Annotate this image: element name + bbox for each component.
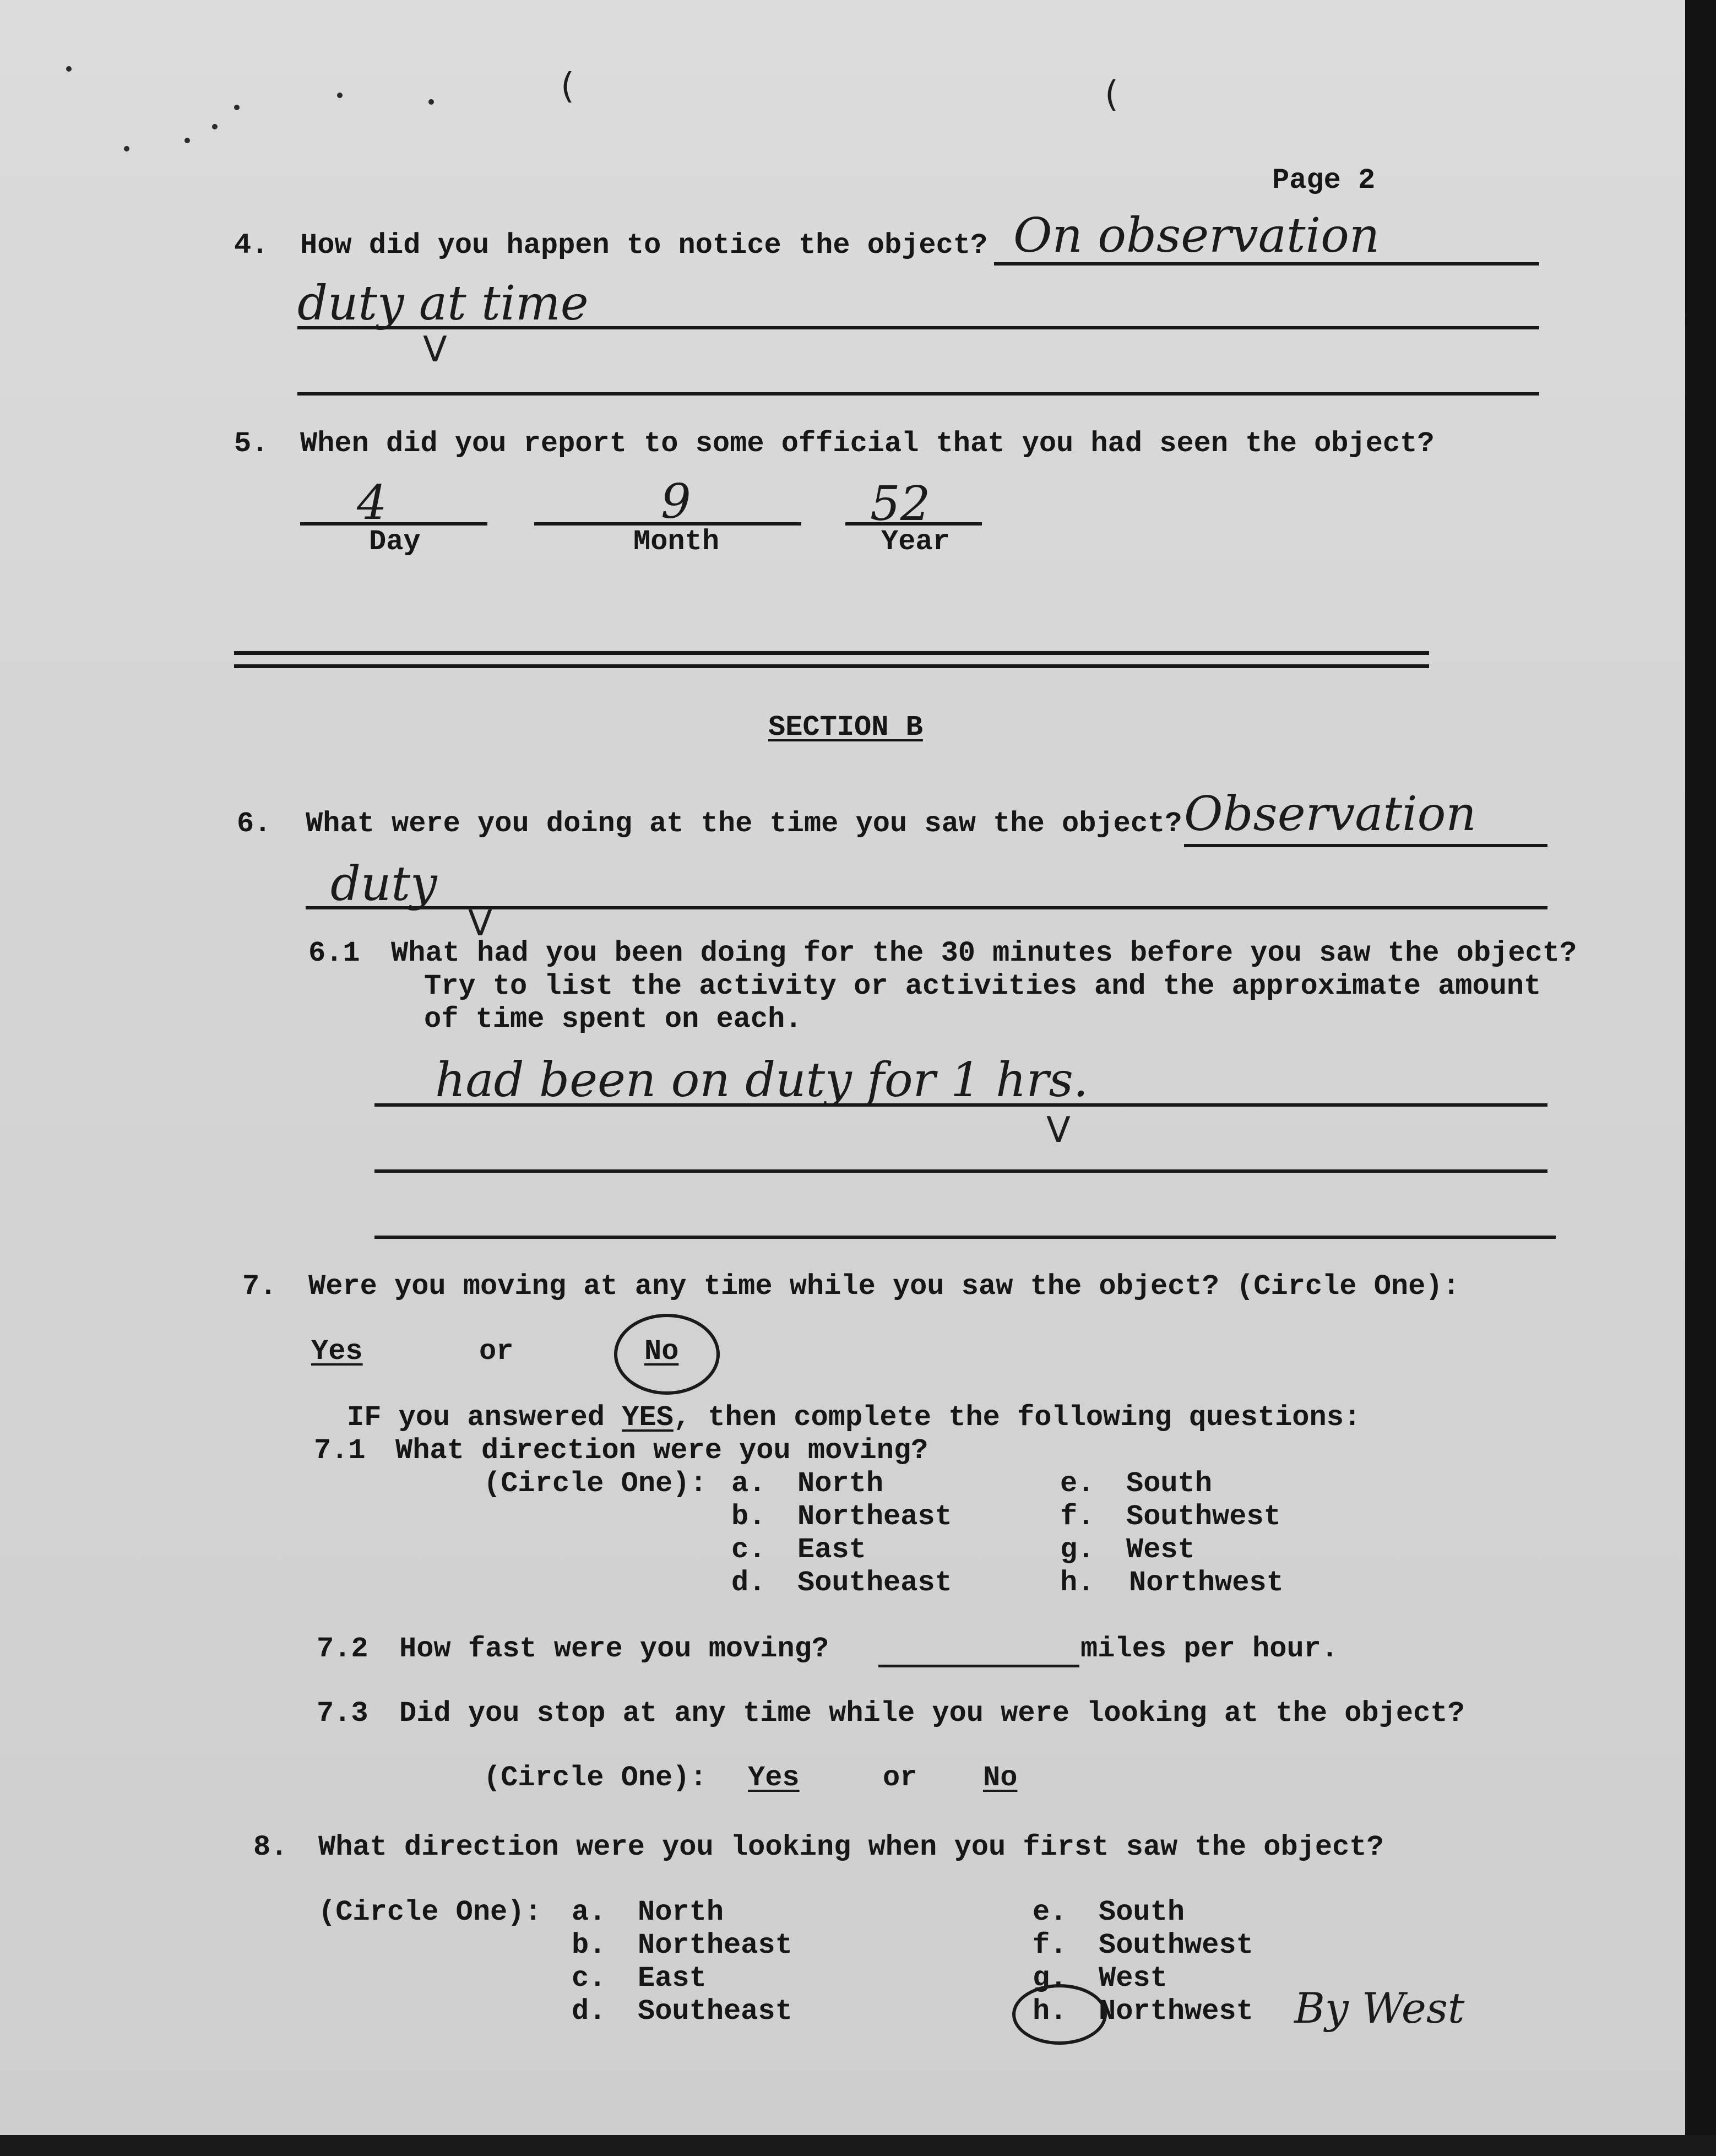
question-text: How did you happen to notice the object? [300,229,988,262]
option-northeast: Northeast [797,1500,952,1533]
option-east: East [797,1534,866,1566]
month-value: 9 [661,474,691,529]
speck [337,93,343,98]
handwritten-answer: On observation [1013,208,1380,263]
question-text: Did you stop at any time while you were looking at the object? [399,1697,1465,1730]
option-letter: c. [731,1534,766,1566]
punch-mark: ( [1105,74,1118,115]
option-letter: b. [731,1500,766,1533]
option-letter: g. [1060,1534,1095,1566]
option-letter: d. [572,1995,606,2028]
answer-line [374,1236,1556,1239]
section-divider [234,651,1429,655]
yes-option: Yes [311,1335,363,1368]
instruction-post: , then complete the following questions: [673,1401,1361,1434]
scan-border [0,2135,1716,2156]
month-label: Month [633,526,720,558]
circle-one-label: (Circle One): [484,1467,707,1500]
question-text: What direction were you moving? [395,1434,928,1467]
circle-one-label: (Circle One): [318,1896,542,1929]
answer-line [297,392,1539,396]
question-number: 6.1 [308,937,360,969]
question-number: 7.2 [317,1633,368,1665]
answer-line [374,1169,1547,1173]
question-text: What were you doing at the time you saw the object? [306,808,1182,840]
year-value: 52 [870,476,931,532]
option-letter: h. [1060,1567,1095,1599]
option-letter: g. [1033,1962,1067,1995]
or-label: or [479,1335,514,1368]
handwritten-answer: Observation [1184,787,1476,842]
speck [184,138,190,143]
question-text: What had you been doing for the 30 minutes before you saw the object? [391,937,1577,969]
speed-blank [878,1665,1079,1667]
option-east: East [638,1962,707,1995]
option-letter: f. [1033,1929,1067,1962]
year-label: Year [881,526,950,558]
question-text: Try to list the activity or activities and the approximate amount [424,970,1541,1003]
check-mark: V [423,329,447,370]
handwritten-answer: had been on duty for 1 hrs. [435,1053,1089,1108]
check-mark: V [1046,1110,1071,1151]
speck [124,146,129,151]
option-letter: a. [731,1467,766,1500]
answer-circle [1012,1984,1107,2045]
option-southwest: Southwest [1099,1929,1253,1962]
handwritten-answer: duty [330,857,437,912]
question-text: How fast were you moving? [399,1633,829,1665]
option-west: West [1126,1534,1195,1566]
option-south: South [1099,1896,1185,1929]
day-label: Day [369,526,421,558]
answer-line [374,1103,1547,1107]
option-letter: c. [572,1962,606,1995]
day-value: 4 [357,475,387,530]
speck [212,124,218,129]
option-south: South [1126,1467,1213,1500]
speck [66,66,72,72]
option-southwest: Southwest [1126,1500,1281,1533]
question-number: 4. [234,229,269,262]
handwritten-note: By West [1294,1984,1465,2033]
question-text: Were you moving at any time while you saw the object? (Circle One): [308,1270,1460,1303]
question-number: 7.3 [317,1697,368,1730]
option-north: North [638,1896,724,1929]
question-number: 5. [234,427,269,460]
option-northeast: Northeast [638,1929,792,1962]
answer-circle [614,1314,720,1395]
option-letter: d. [731,1567,766,1599]
no-option: No [644,1335,679,1368]
option-northwest: Northwest [1129,1567,1284,1599]
option-letter: e. [1060,1467,1095,1500]
question-text: What direction were you looking when you first saw the object? [318,1831,1384,1864]
scan-border [1685,0,1716,2156]
option-west: West [1099,1962,1167,1995]
question-text: of time spent on each. [424,1003,802,1036]
question-text: When did you report to some official that you had seen the object? [300,427,1435,460]
option-northwest: Northwest [1099,1995,1253,2028]
instruction-text [347,1401,1361,1434]
no-option: No [983,1762,1018,1794]
answer-line [1184,844,1547,847]
page-number: Page 2 [1272,164,1376,197]
section-divider [234,664,1429,668]
option-letter: f. [1060,1500,1095,1533]
question-number: 7. [242,1270,277,1303]
option-letter: h. [1033,1995,1067,2028]
instruction-yes: YES [622,1401,674,1434]
question-number: 8. [253,1831,288,1864]
speck [428,99,434,105]
option-letter: a. [572,1896,606,1929]
speck [234,105,240,110]
option-letter: b. [572,1929,606,1962]
or-label: or [883,1762,917,1794]
yes-option: Yes [748,1762,800,1794]
instruction-pre: IF you answered [347,1401,622,1434]
punch-mark: ( [561,66,574,107]
speed-unit: miles per hour. [1080,1633,1339,1665]
option-letter: e. [1033,1896,1067,1929]
question-number: 6. [237,808,271,840]
section-title: SECTION B [768,711,923,744]
question-number: 7.1 [314,1434,366,1467]
option-southeast: Southeast [797,1567,952,1599]
option-north: North [797,1467,884,1500]
check-mark: V [468,903,492,944]
option-southeast: Southeast [638,1995,792,2028]
handwritten-answer: duty at time [297,276,589,331]
circle-one-label: (Circle One): [484,1762,707,1794]
